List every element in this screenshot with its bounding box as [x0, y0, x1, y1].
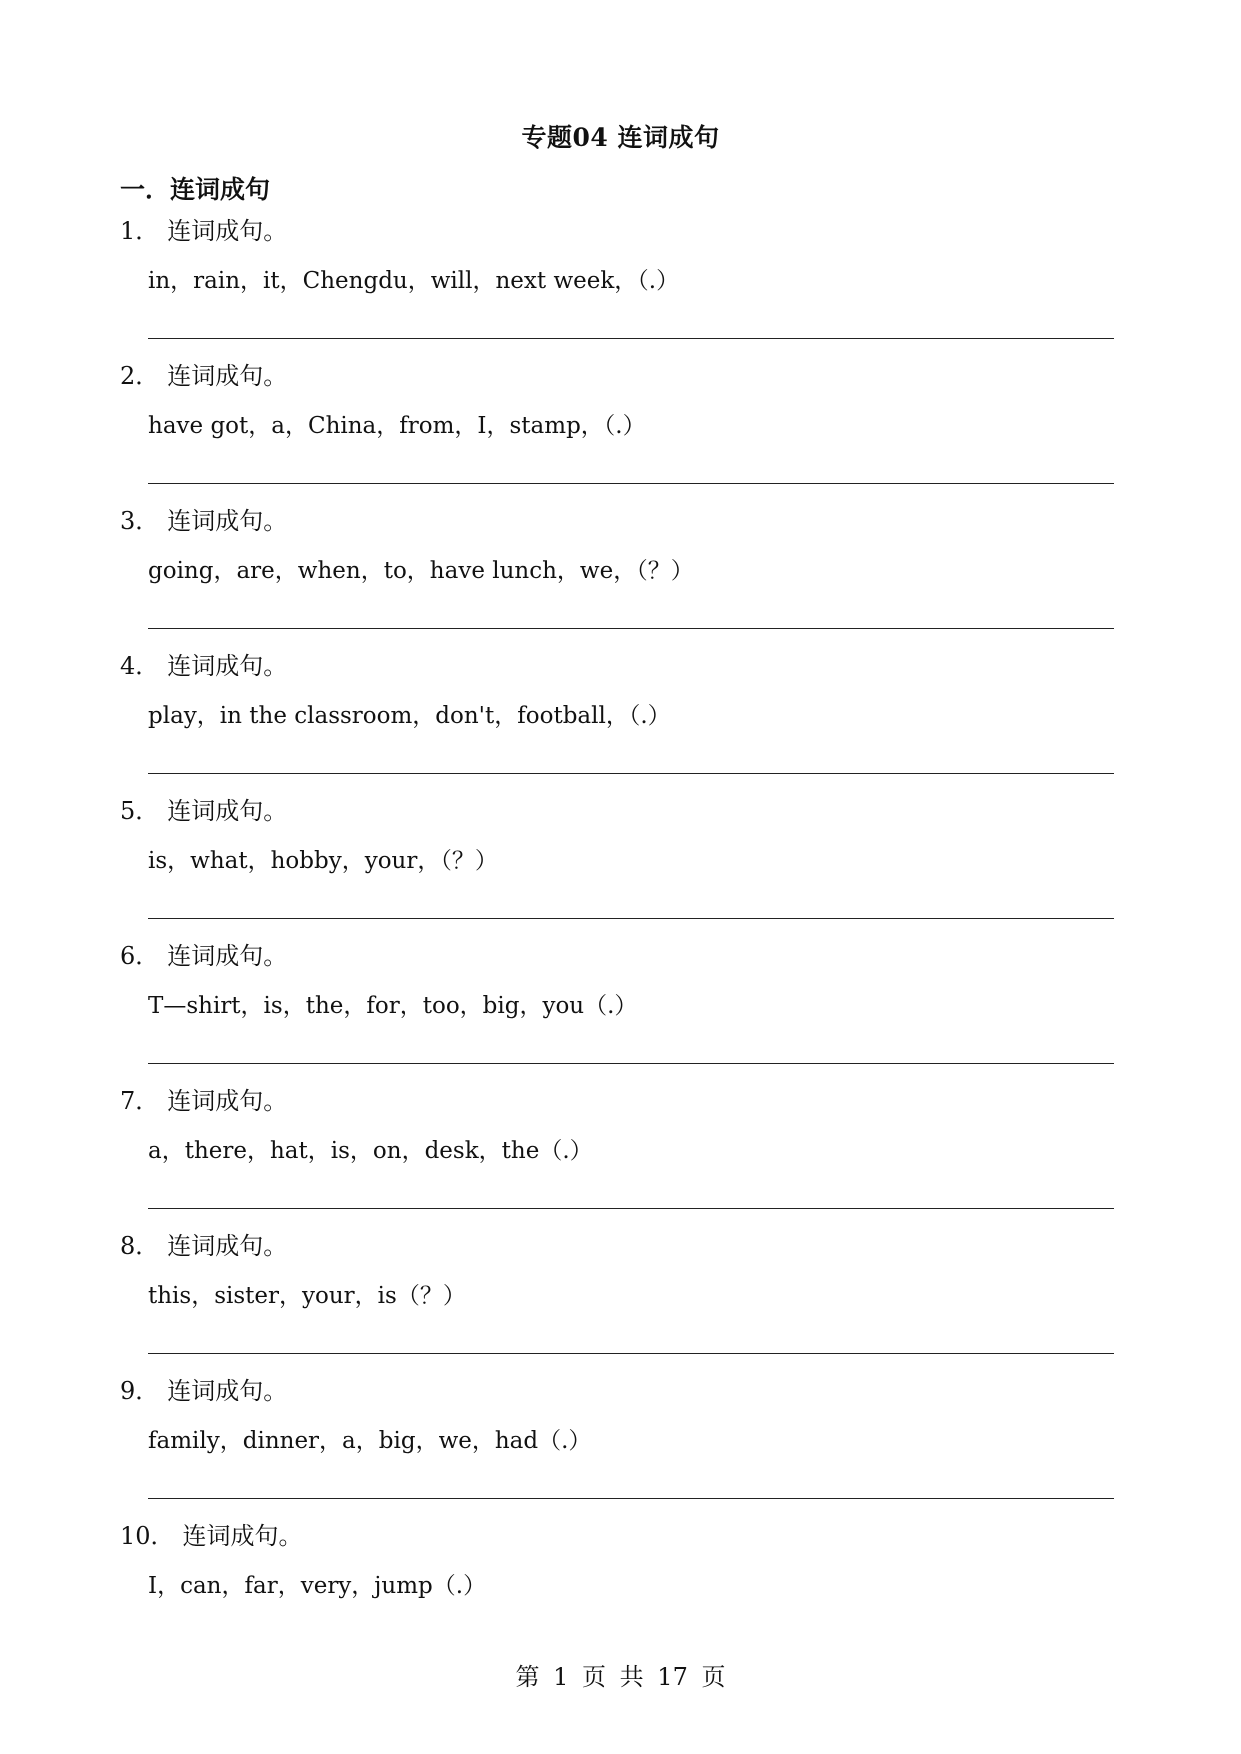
- question-number: 7．: [120, 1087, 160, 1115]
- question-number: 2．: [120, 362, 160, 390]
- word-list: have got，a，China，from，I，stamp，（.）: [148, 413, 646, 439]
- question-8: [120, 1231, 1120, 1354]
- answer-line[interactable]: [148, 1063, 1114, 1064]
- word-list: in，rain，it，Chengdu，will，next week，（.）: [148, 268, 680, 294]
- question-prompt: 连词成句。: [167, 652, 288, 680]
- question-6: [120, 941, 1120, 1064]
- question-1: [120, 216, 1120, 339]
- answer-line[interactable]: [148, 483, 1114, 484]
- question-prompt: 连词成句。: [167, 1377, 288, 1405]
- answer-line[interactable]: [148, 1208, 1114, 1209]
- answer-line[interactable]: [148, 918, 1114, 919]
- word-list: T—shirt，is，the，for，too，big，you（.）: [148, 993, 638, 1019]
- question-4: [120, 651, 1120, 774]
- answer-line[interactable]: [148, 338, 1114, 339]
- section-heading: 一．连词成句: [120, 175, 271, 204]
- question-prompt: 连词成句。: [167, 362, 288, 390]
- page-title: 专题04 连词成句: [521, 123, 720, 152]
- question-prompt: 连词成句。: [167, 507, 288, 535]
- question-prompt: 连词成句。: [182, 1522, 303, 1550]
- question-prompt: 连词成句。: [167, 217, 288, 245]
- question-number: 4．: [120, 652, 160, 680]
- answer-line[interactable]: [148, 628, 1114, 629]
- word-list: play，in the classroom，don't，football，（.）: [148, 703, 671, 729]
- answer-line[interactable]: [148, 773, 1114, 774]
- question-7: [120, 1086, 1120, 1209]
- question-number: 8．: [120, 1232, 160, 1260]
- question-number: 1．: [120, 217, 160, 245]
- question-10: [120, 1521, 1120, 1601]
- question-3: [120, 506, 1120, 629]
- question-prompt: 连词成句。: [167, 797, 288, 825]
- word-list: going，are，when，to，have lunch，we，（？）: [148, 558, 694, 584]
- question-9: [120, 1376, 1120, 1499]
- question-number: 6．: [120, 942, 160, 970]
- question-number: 10．: [120, 1522, 175, 1550]
- word-list: a，there，hat，is，on，desk，the（.）: [148, 1138, 593, 1164]
- question-number: 3．: [120, 507, 160, 535]
- answer-line[interactable]: [148, 1353, 1114, 1354]
- word-list: this，sister，your，is（？）: [148, 1283, 466, 1309]
- page-footer: 第 1 页 共 17 页: [515, 1663, 726, 1691]
- word-list: is，what，hobby，your，（？）: [148, 848, 498, 874]
- word-list: I，can，far，very，jump（.）: [148, 1573, 487, 1599]
- answer-line[interactable]: [148, 1498, 1114, 1499]
- word-list: family，dinner，a，big，we，had（.）: [148, 1428, 592, 1454]
- question-number: 9．: [120, 1377, 160, 1405]
- question-prompt: 连词成句。: [167, 1232, 288, 1260]
- question-5: [120, 796, 1120, 919]
- question-2: [120, 361, 1120, 484]
- question-number: 5．: [120, 797, 160, 825]
- question-prompt: 连词成句。: [167, 1087, 288, 1115]
- question-prompt: 连词成句。: [167, 942, 288, 970]
